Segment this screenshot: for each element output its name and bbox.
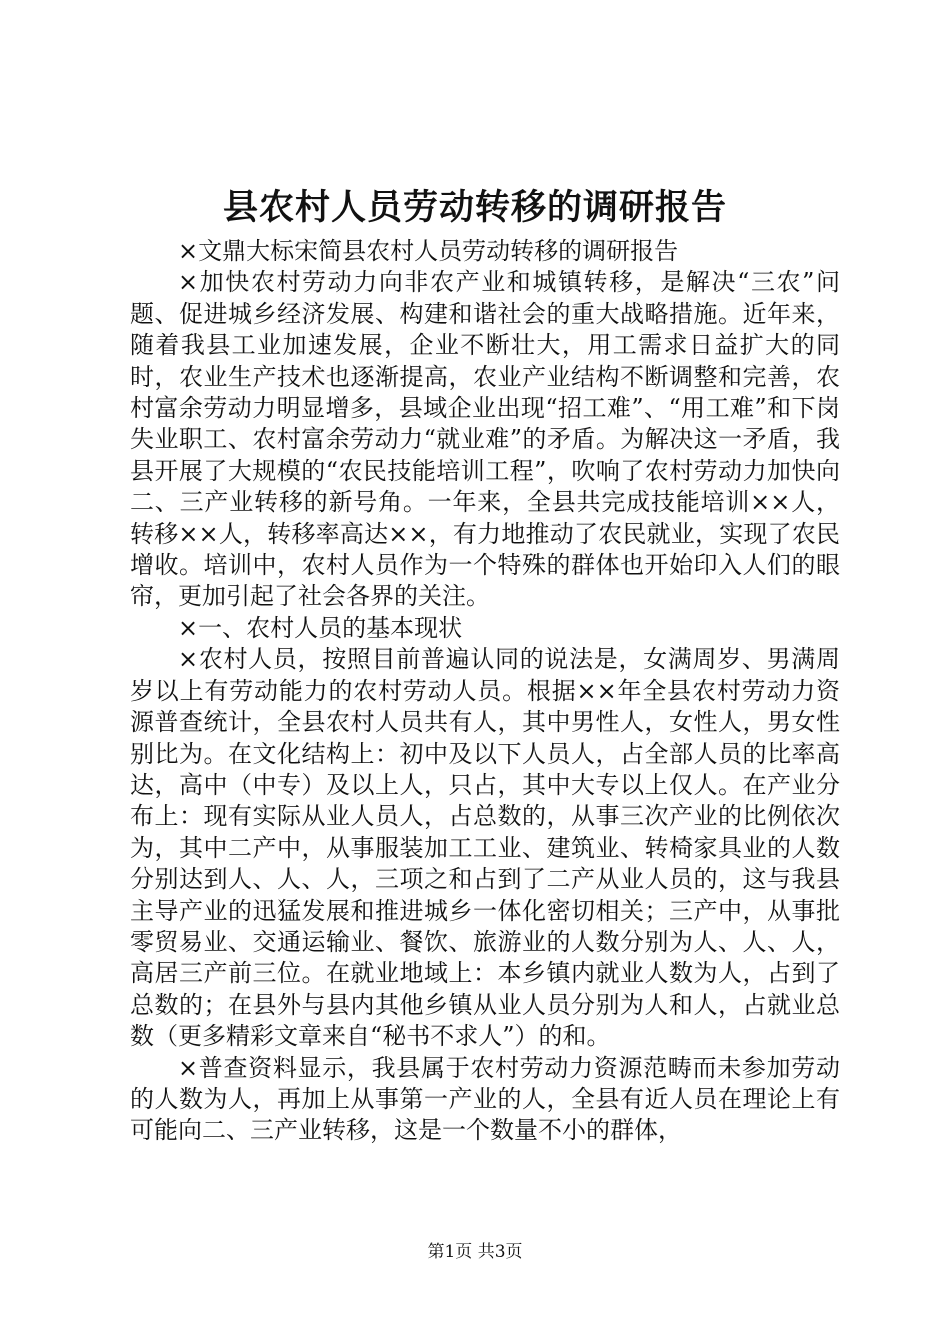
paragraph-intro: ×加快农村劳动力向非农产业和城镇转移，是解决“三农”问题、促进城乡经济发展、构建和谐社会的重大战略措施。近年来，随着我县工业加速发展，企业不断壮大，用工需求日益扩大的同时，农业生产技术也逐渐提高，农业产业结构不断调整和完善，农村富余劳动力明显增多，县域企业出现“招工难”、“用工难”和下岗失业职工、农村富余劳动力“就业难”的矛盾。为解决这一矛盾，我县开展了大规模的“农民技能培训工程”，吹响了农村劳动力加快向二、三产业转移的新号角。一年来，全县共完成技能培训××人，转移××人，转移率高达××，有力地推动了农民就业，实现了农民增收。培训中，农村人员作为一个特殊的群体也开始印入人们的眼帘，更加引起了社会各界的关注。 [130, 268, 840, 611]
document-title: 县农村人员劳动转移的调研报告 [222, 187, 727, 228]
paragraph-census: ×普查资料显示，我县属于农村劳动力资源范畴而未参加劳动的人数为人，再加上从事第一产业的人，全县有近人员在理论上有可能向二、三产业转移，这是一个数量不小的群体， [130, 1053, 840, 1145]
document-body [130, 236, 840, 1147]
paragraph-status: ×农村人员，按照目前普遍认同的说法是，女满周岁、男满周岁以上有劳动能力的农村劳动人员。根据××年全县农村劳动力资源普查统计，全县农村人员共有人，其中男性人，女性人，男女性别比为。在文化结构上：初中及以下人员人，占全部人员的比率高达，高中（中专）及以上人，只占，其中大专以上仅人。在产业分布上：现有实际从业人员人，占总数的，从事三次产业的比例依次为，其中二产中，从事服装加工工业、建筑业、转椅家具业的人数分别达到人、人、人，三项之和占到了二产从业人员的，这与我县主导产业的迅猛发展和推进城乡一体化密切相关；三产中，从事批零贸易业、交通运输业、餐饮、旅游业的人数分别为人、人、人，高居三产前三位。在就业地域上：本乡镇内就业人数为人，占到了总数的；在县外与县内其他乡镇从业人员分别为人和人，占就业总数（更多精彩文章来自“秘书不求人”）的和。 [130, 645, 840, 1051]
page-number-footer: 第1页 共3页 [427, 1242, 523, 1262]
section-heading: ×一、农村人员的基本现状 [178, 613, 463, 642]
paragraph-subtitle: ×文鼎大标宋简县农村人员劳动转移的调研报告 [178, 237, 679, 265]
